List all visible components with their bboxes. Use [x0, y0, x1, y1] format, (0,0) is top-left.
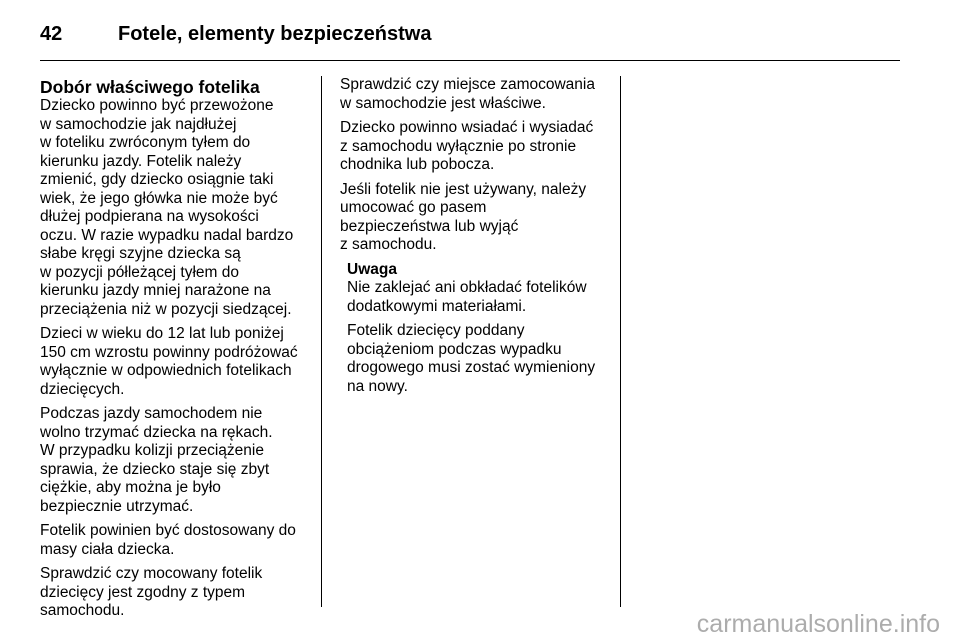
text-column-2 [340, 76, 612, 402]
paragraph: Dziecko powinno wsiadać i wysiadać z samochodu wyłącznie po stronie chodnika lub pobocza. [340, 119, 594, 173]
column-divider [321, 76, 322, 607]
paragraph: Dziecko powinno być przewożone w samochodzie jak najdłużej w foteliku zwróconym tyłem do kierunku jazdy. Fotelik należy zmienić, gdy dziecko osiągnie taki wiek, że jego główka nie może być dłużej podpierana na wysokości oczu. W razie wypadku nadal bardzo słabe kręgi szyjne dziecka są w pozycji półleżącej tyłem do kierunku jazdy mniej narażone na przeciążenia niż w pozycji siedzącej. [40, 97, 294, 318]
paragraph: Dzieci w wieku do 12 lat lub poniżej 150 cm wzrostu powinny podróżować wyłącznie w odpowiednich fotelikach dziecięcych. [40, 325, 298, 398]
page-header [40, 14, 431, 54]
note-paragraph: Nie zaklejać ani obkładać fotelików dodatkowymi materiałami. [347, 279, 587, 315]
note-box [347, 261, 612, 397]
paragraph: Podczas jazdy samochodem nie wolno trzymać dziecka na rękach. W przypadku kolizji przeciążenie sprawia, że dziecko staje się zbyt ciężkie, aby można je było bezpiecznie utrzymać. [40, 405, 273, 515]
text-column-1 [40, 76, 312, 627]
paragraph: Fotelik powinien być dostosowany do masy ciała dziecka. [40, 522, 296, 558]
note-title: Uwaga [347, 260, 397, 278]
watermark: carmanualsonline.info [696, 610, 940, 638]
paragraph: Sprawdzić czy miejsce zamocowania w samochodzie jest właściwe. [340, 76, 595, 112]
paragraph: Jeśli fotelik nie jest używany, należy umocować go pasem bezpieczeństwa lub wyjąć z samochodu. [340, 180, 587, 253]
page-title: Fotele, elementy bezpieczeństwa [118, 22, 432, 45]
column-divider [620, 76, 621, 607]
note-paragraph: Fotelik dziecięcy poddany obciążeniom podczas wypadku drogowego musi zostać wymieniony na nowy. [347, 322, 596, 395]
page-number: 42 [40, 22, 63, 45]
header-divider [40, 60, 900, 61]
paragraph: Sprawdzić czy mocowany fotelik dziecięcy jest zgodny z typem samochodu. [40, 565, 263, 619]
section-heading: Dobór właściwego fotelika [40, 77, 260, 97]
